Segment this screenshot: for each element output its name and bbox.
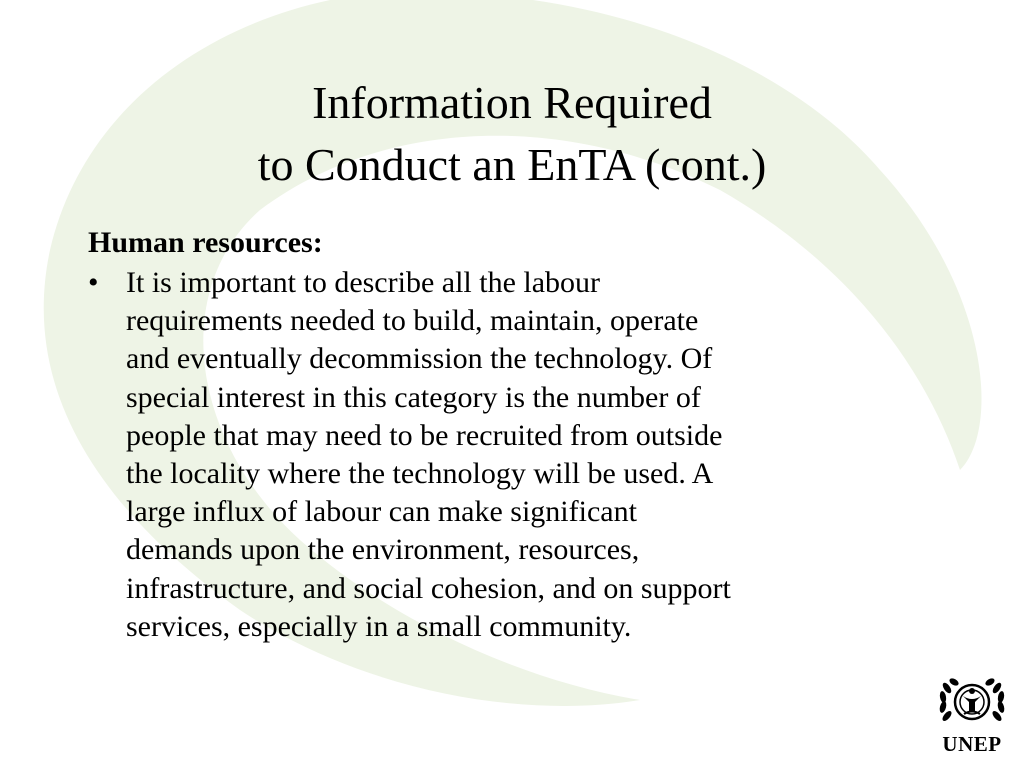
bullet-text-line: special interest in this category is the number of — [126, 380, 701, 414]
bullet-text-line: It is important to describe all the labour — [126, 266, 601, 299]
unep-laurel-globe-icon — [934, 676, 1010, 732]
unep-logo — [934, 676, 1010, 758]
bullet-text-line: and eventually decommission the technology. Of — [126, 342, 713, 376]
logo-text: UNEP — [942, 732, 1002, 756]
bullet-text-line: large influx of labour can make significant — [126, 495, 637, 529]
title-line-1: Information Required — [312, 77, 712, 128]
slide-body — [88, 224, 948, 646]
bullet-text-line: demands upon the environment, resources, — [126, 533, 640, 567]
bullet-text-line: people that may need to be recruited from outside — [126, 418, 723, 452]
bullet-text-line: services, especially in a small community. — [126, 609, 632, 643]
section-heading: Human resources: — [88, 226, 323, 259]
title-line-2: to Conduct an EnTA (cont.) — [257, 139, 767, 190]
slide-title — [0, 72, 1024, 196]
bullet-list — [88, 264, 948, 646]
bullet-text-line: the locality where the technology will be used. A — [126, 457, 714, 491]
bullet-text-line: requirements needed to build, maintain, operate — [126, 304, 699, 338]
bullet-item — [88, 264, 948, 646]
bullet-icon: • — [88, 266, 99, 299]
bullet-text-line: infrastructure, and social cohesion, and on support — [126, 571, 731, 605]
